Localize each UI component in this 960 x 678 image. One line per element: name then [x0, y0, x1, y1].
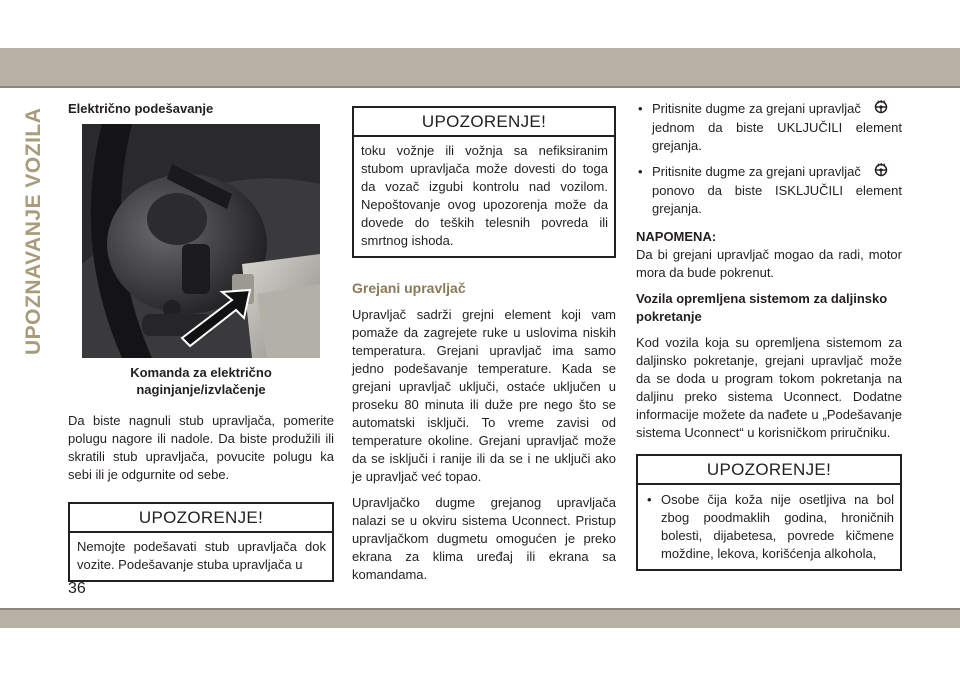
- remote-start-paragraph: Kod vozila koja su opremljena sistemom za daljinsko pokretanje, grejani upravljač može da se doda u program tokom pokretanja na daljinu preko sistema Uconnect. Dodatne informacije možete da nađete u „Podešavanje sistema Uconnect“ u korisničkom priručniku.: [636, 335, 902, 441]
- bullet-2-text-b: ponovo da biste ISKLJUČILI element grejanja.: [652, 183, 902, 217]
- electric-adjust-heading: Električno podešavanje: [68, 101, 214, 116]
- warning-title: UPOZORENJE!: [70, 504, 332, 533]
- page-number: 36: [68, 580, 86, 597]
- remote-start-subheading: Vozila opremljena sistemom za daljinsko pokretanje: [636, 291, 888, 325]
- photo-caption-line2: naginjanje/izvlačenje: [136, 382, 266, 397]
- warning-bullet-text: Osobe čija koža nije osetljiva na bol zbog poodmaklih godina, hroničnih bolesti, dijabetesa, povrede kičmene moždine, lekova, korišćenja alkohola,: [661, 492, 894, 562]
- warning-box-3: [636, 454, 902, 571]
- bullet-1-text-a: Pritisnite dugme za grejani upravljač: [652, 101, 861, 116]
- list-item: [636, 100, 902, 155]
- photo-caption-line1: Komanda za električno: [130, 365, 272, 380]
- list-item: [636, 163, 902, 218]
- warning-body: [638, 485, 900, 569]
- heated-steering-wheel-icon: [874, 100, 888, 119]
- heated-steering-wheel-icon: [874, 163, 888, 182]
- footer-band: [0, 610, 960, 628]
- bullet-dot: •: [638, 101, 643, 116]
- column-1: [68, 100, 334, 582]
- bullet-1-text-b: jednom da biste UKLJUČILI element grejanja.: [652, 120, 902, 154]
- heated-wheel-paragraph-1: Upravljač sadrži grejni element koji vam pomaže da zagrejete ruke u uslovima niskih temperatura. Grejani upravljač ima samo jedno podešavanje temperature. Kada se grejani upravljač uključi, ostaće uključen u proseku 80 minuta ili duže pre nego što se automatski isključi. To vreme zavisi od temperature okoline. Grejani upravljač može da se isključi i ranije ili da se i ne uključi ako je upravljač već topao.: [352, 307, 616, 484]
- heated-wheel-title: Grejani upravljač: [352, 280, 466, 296]
- list-item: [645, 491, 894, 563]
- warning-title: UPOZORENJE!: [638, 456, 900, 485]
- warning-text: toku vožnje ili vožnja sa nefiksiranim stubom upravljača može dovesti do toga da vozač izgubi kontrolu nad vozilom. Nepoštovanje ovog upozorenja može da dovede do teških telesnih povreda ili smrtnog ishoda.: [361, 143, 608, 248]
- bullet-dot: •: [647, 492, 652, 508]
- note-text: Da bi grejani upravljač mogao da radi, motor mora da bude pokrenut.: [636, 247, 902, 281]
- steering-column-photo: [82, 124, 320, 358]
- header-rule: [0, 86, 960, 88]
- warning-text: Nemojte podešavati stub upravljača dok vozite. Podešavanje stuba upravljača u: [77, 539, 326, 572]
- warning-title: UPOZORENJE!: [354, 108, 614, 137]
- bullet-dot: •: [638, 164, 643, 180]
- note-label: NAPOMENA:: [636, 229, 717, 245]
- header-band: [0, 48, 960, 86]
- column-3: [636, 100, 902, 571]
- heated-wheel-paragraph-2: Upravljačko dugme grejanog upravljača nalazi se u okviru sistema Uconnect. Pristup upravljačkom dugmetu omogućen je preko ekrana za klima uređaj ili ekrana sa komandama.: [352, 495, 616, 582]
- bullet-2-text-a: Pritisnite dugme za grejani upravljač: [652, 164, 861, 180]
- warning-box-1: [68, 502, 334, 582]
- section-side-title: UPOZNAVANJE VOZILA: [22, 107, 45, 355]
- steering-column-illustration: [82, 124, 320, 358]
- warning-box-2: [352, 106, 616, 258]
- tilt-paragraph: Da biste nagnuli stub upravljača, pomerite polugu nagore ili nadole. Da biste produžili ili skratili stub upravljača, povucite polugu ka sebi ili je odgurnite od sebe.: [68, 413, 334, 482]
- column-2: [352, 100, 616, 584]
